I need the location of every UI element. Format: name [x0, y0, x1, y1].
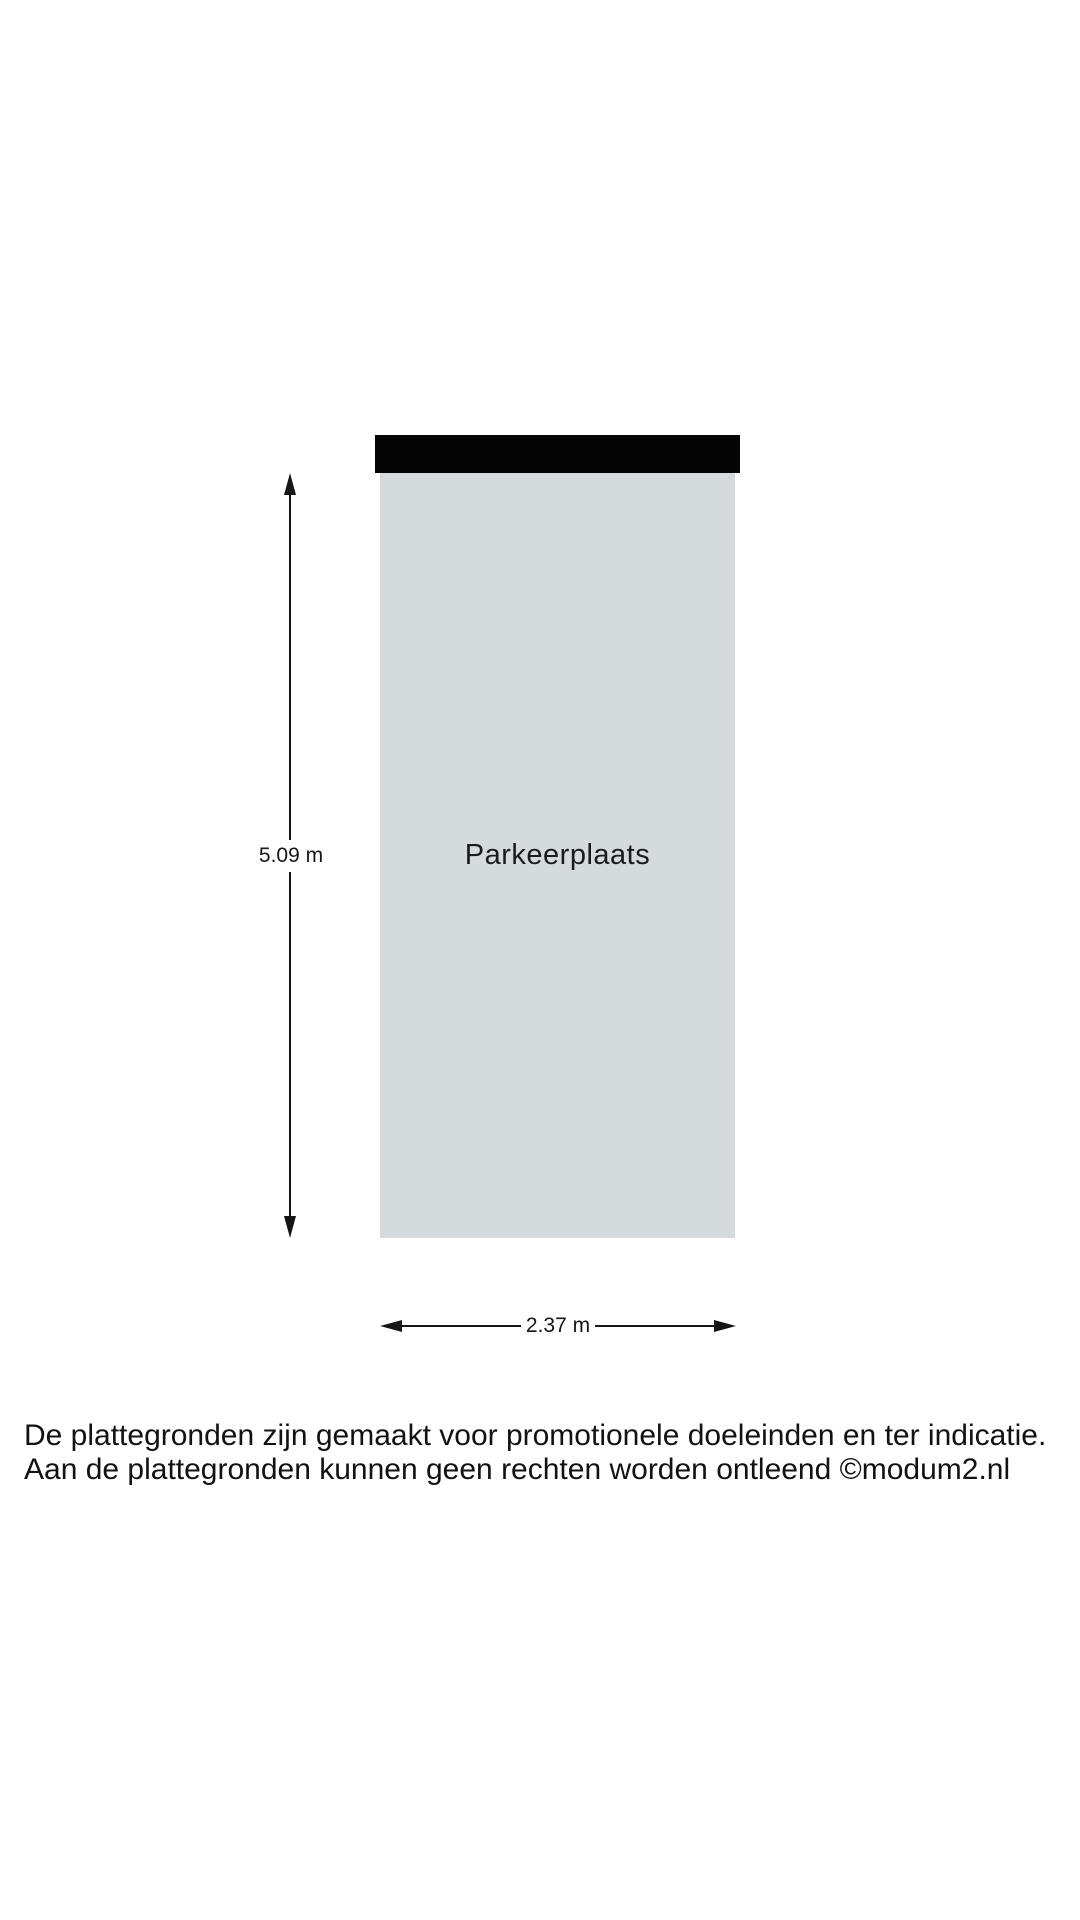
parking-space-label: Parkeerplaats	[464, 839, 651, 871]
height-dimension-label: 5.09 m	[258, 844, 324, 867]
arrow-down-icon	[284, 1216, 296, 1238]
parking-space	[380, 473, 735, 1238]
disclaimer-line-1: De plattegronden zijn gemaakt voor promotionele doeleinden en ter indicatie.	[24, 1419, 1047, 1452]
disclaimer	[24, 1419, 1064, 1487]
width-dimension-label: 2.37 m	[525, 1314, 591, 1337]
disclaimer-line-2: Aan de plattegronden kunnen geen rechten worden ontleend ©modum2.nl	[24, 1453, 1011, 1486]
arrow-right-icon	[714, 1320, 736, 1332]
wall-top	[375, 435, 740, 473]
